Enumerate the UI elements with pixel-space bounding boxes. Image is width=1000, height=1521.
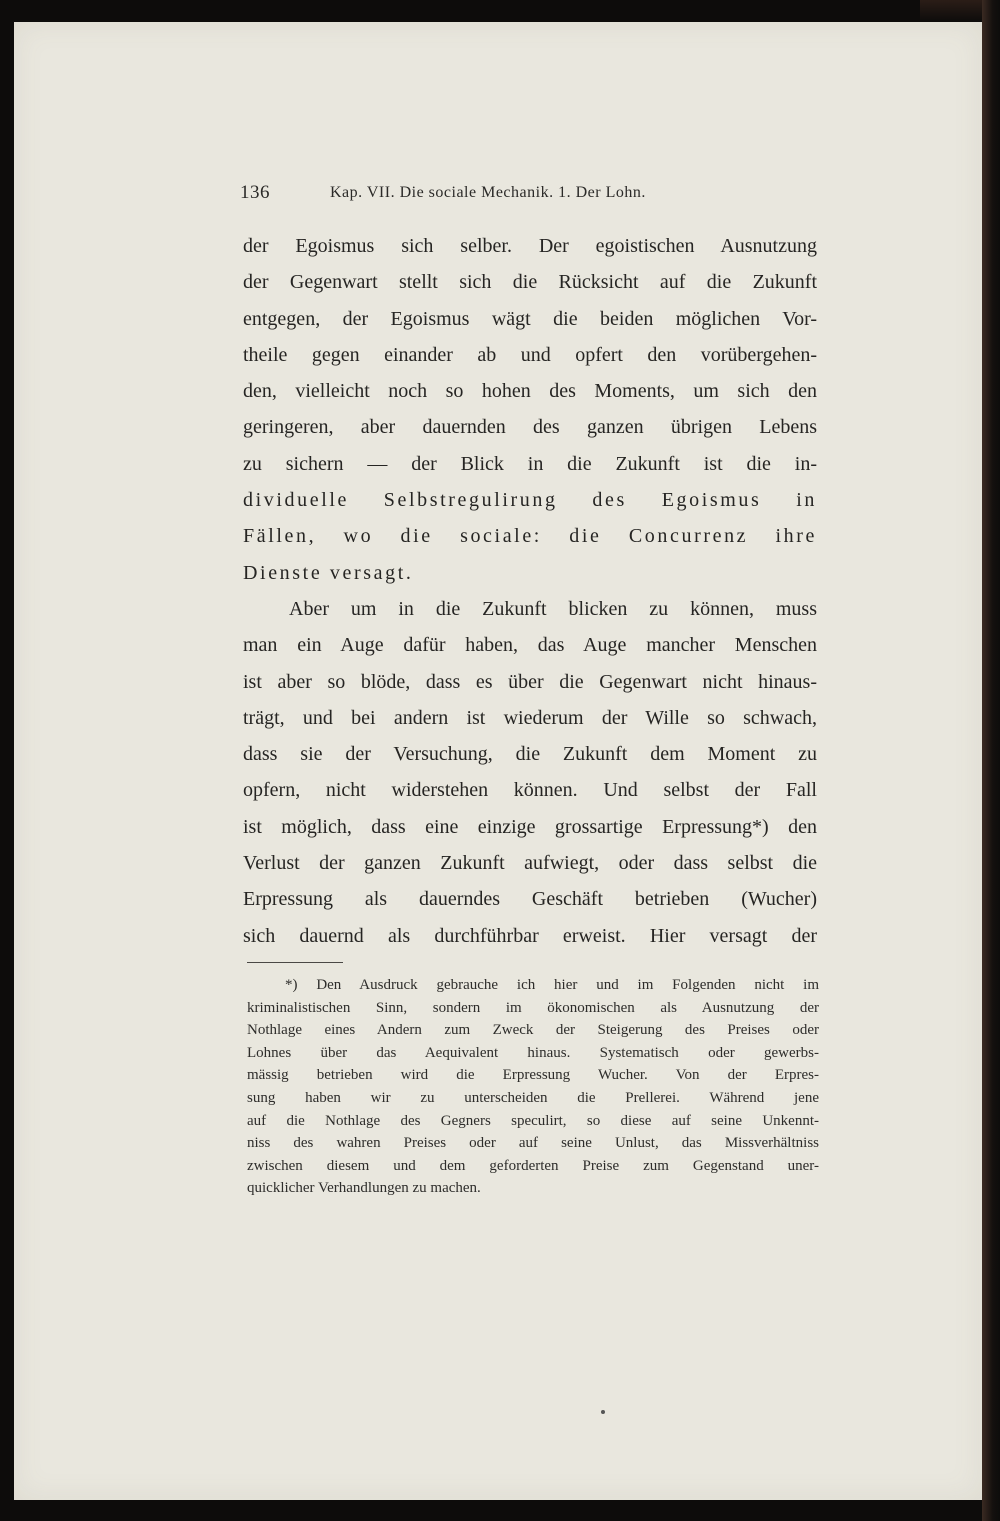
text-line: ist aber so blöde, dass es über die Gegenwart nicht hinaus- bbox=[243, 670, 817, 693]
footnote-line: Nothlage eines Andern zum Zweck der Steigerung des Preises oder bbox=[247, 1022, 819, 1039]
text-line: theile gegen einander ab und opfert den vorübergehen- bbox=[243, 343, 817, 366]
text-line: Aber um in die Zukunft blicken zu können, muss bbox=[289, 597, 817, 620]
text-line: sich dauernd als durchführbar erweist. Hier versagt der bbox=[243, 924, 817, 947]
footnote-line: *) Den Ausdruck gebrauche ich hier und im Folgenden nicht im bbox=[285, 977, 819, 993]
page-edge-top bbox=[920, 0, 990, 22]
text-line: Erpressung als dauerndes Geschäft betrieben (Wucher) bbox=[243, 888, 817, 911]
footnote-line: quicklicher Verhandlungen zu machen. bbox=[247, 1180, 481, 1197]
running-title: Kap. VII. Die sociale Mechanik. 1. Der Lohn. bbox=[330, 184, 646, 201]
text-line: dass sie der Versuchung, die Zukunft dem Moment zu bbox=[243, 743, 817, 766]
text-line: man ein Auge dafür haben, das Auge mancher Menschen bbox=[243, 634, 817, 657]
footnote-line: niss des wahren Preises oder auf seine Unlust, das Missverhältniss bbox=[247, 1135, 819, 1152]
footnote-line: auf die Nothlage des Gegners speculirt, so diese auf seine Unkennt- bbox=[247, 1112, 819, 1129]
footnote-line: sung haben wir zu unterscheiden die Prellerei. Während jene bbox=[247, 1089, 819, 1106]
footnote-line: zwischen diesem und dem geforderten Preise zum Gegenstand uner- bbox=[247, 1157, 819, 1174]
text-line: opfern, nicht widerstehen können. Und selbst der Fall bbox=[243, 779, 817, 802]
text-line: der Egoismus sich selber. Der egoistischen Ausnutzung bbox=[243, 235, 817, 257]
text-line: Fällen, wo die sociale: die Concurrenz ihre bbox=[243, 525, 817, 548]
page-number: 136 bbox=[240, 182, 270, 203]
text-line: der Gegenwart stellt sich die Rücksicht auf die Zukunft bbox=[243, 271, 817, 294]
page-edge-right bbox=[982, 0, 1000, 1521]
text-line: ist möglich, dass eine einzige grossartige Erpressung*) den bbox=[243, 815, 817, 838]
text-line: Verlust der ganzen Zukunft aufwiegt, oder dass selbst die bbox=[243, 852, 817, 875]
text-line: trägt, und bei andern ist wiederum der Wille so schwach, bbox=[243, 706, 817, 729]
main-text bbox=[243, 228, 817, 954]
ink-speck bbox=[601, 1410, 605, 1414]
footnote-line: Lohnes über das Aequivalent hinaus. Systematisch oder gewerbs- bbox=[247, 1044, 819, 1061]
footnote-line: mässig betrieben wird die Erpressung Wucher. Von der Erpres- bbox=[247, 1067, 819, 1084]
text-line: entgegen, der Egoismus wägt die beiden möglichen Vor- bbox=[243, 307, 817, 330]
text-line: geringeren, aber dauernden des ganzen übrigen Lebens bbox=[243, 416, 817, 439]
footnote-rule bbox=[247, 962, 343, 963]
text-line: den, vielleicht noch so hohen des Moments, um sich den bbox=[243, 380, 817, 403]
footnote-line: kriminalistischen Sinn, sondern im ökonomischen als Ausnutzung der bbox=[247, 999, 819, 1016]
text-line: dividuelle Selbstregulirung des Egoismus in bbox=[243, 489, 817, 512]
text-line: Dienste versagt. bbox=[243, 561, 414, 584]
text-line: zu sichern — der Blick in die Zukunft ist die in- bbox=[243, 452, 817, 475]
running-header bbox=[240, 184, 820, 208]
footnote bbox=[247, 974, 819, 1200]
